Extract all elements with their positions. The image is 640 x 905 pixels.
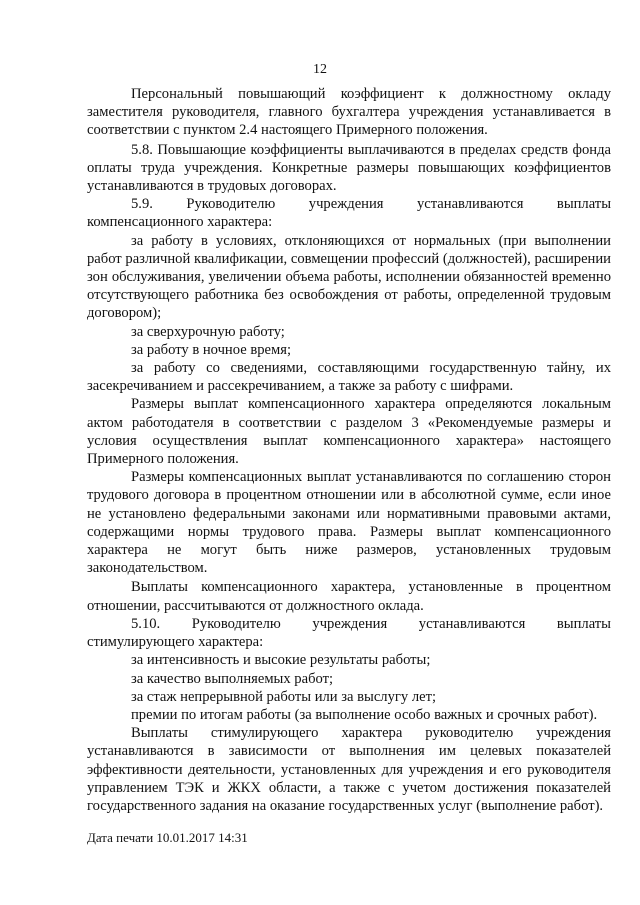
paragraph: Выплаты компенсационного характера, установленные в процентном отношении, рассчитываются от должностного оклада. [87, 579, 611, 614]
list-item: за стаж непрерывной работы или за выслугу лет; [131, 688, 437, 705]
list-item: за интенсивность и высокие результаты работы; [131, 652, 431, 669]
list-item: за работу со сведениями, составляющими государственную тайну, их засекречиванием и рассекречиванием, а также за работу с шифрами. [87, 360, 611, 395]
list-item: за работу в ночное время; [131, 341, 292, 358]
paragraph-5-9-tail: компенсационного характера: [87, 214, 273, 231]
page-number: 12 [313, 62, 327, 77]
paragraph-5-10-heading: 5.10. Руководителю учреждения устанавливаются выплаты [131, 615, 611, 632]
paragraph: Персональный повышающий коэффициент к должностному окладу заместителя руководителя, главного бухгалтера учреждения устанавливается в соответствии с пунктом 2.4 настоящего Примерного положения. [87, 86, 611, 139]
paragraph-5-9-heading: 5.9. Руководителю учреждения устанавливаются выплаты [131, 196, 611, 213]
paragraph: Выплаты стимулирующего характера руководителю учреждения устанавливаются в зависимости от выполнения им целевых показателей эффективности деятельности, установленных для учреждения и его руководителя управлением ТЭК и ЖКХ области, а также с учетом достижения показателей государственного задания на оказание государственных услуг (выполнение работ). [87, 725, 611, 814]
list-item: за качество выполняемых работ; [131, 670, 334, 687]
list-item: за работу в условиях, отклоняющихся от нормальных (при выполнении работ различной квалификации, совмещении профессий (должностей), расширении зон обслуживания, увеличении объема работы, исполнении обязанностей временно отсутствующего работника без освобождения от работы, определенной трудовым договором); [87, 232, 611, 322]
paragraph: Размеры компенсационных выплат устанавливаются по соглашению сторон трудового договора в процентном отношении или в абсолютной сумме, если иное не установлено федеральными законами или нормативными правовыми актами, содержащими нормы трудового права. Размеры выплат компенсационного характера не могут быть ниже размеров, установленных трудовым законодательством. [87, 469, 611, 577]
list-item: за сверхурочную работу; [131, 323, 285, 340]
paragraph-5-8: 5.8. Повышающие коэффициенты выплачиваются в пределах средств фонда оплаты труда учреждения. Конкретные размеры повышающих коэффициентов устанавливаются в трудовых договорах. [87, 141, 611, 195]
print-date-footer: Дата печати 10.01.2017 14:31 [87, 830, 248, 845]
document-body [87, 85, 611, 815]
paragraph: Размеры выплат компенсационного характера определяются локальным актом работодателя в соответствии с разделом 3 «Рекомендуемые размеры и условия осуществления выплат компенсационного характера» настоящего Примерного положения. [87, 396, 611, 468]
paragraph-5-10-tail: стимулирующего характера: [87, 634, 264, 651]
list-item: премии по итогам работы (за выполнение особо важных и срочных работ). [131, 706, 598, 723]
